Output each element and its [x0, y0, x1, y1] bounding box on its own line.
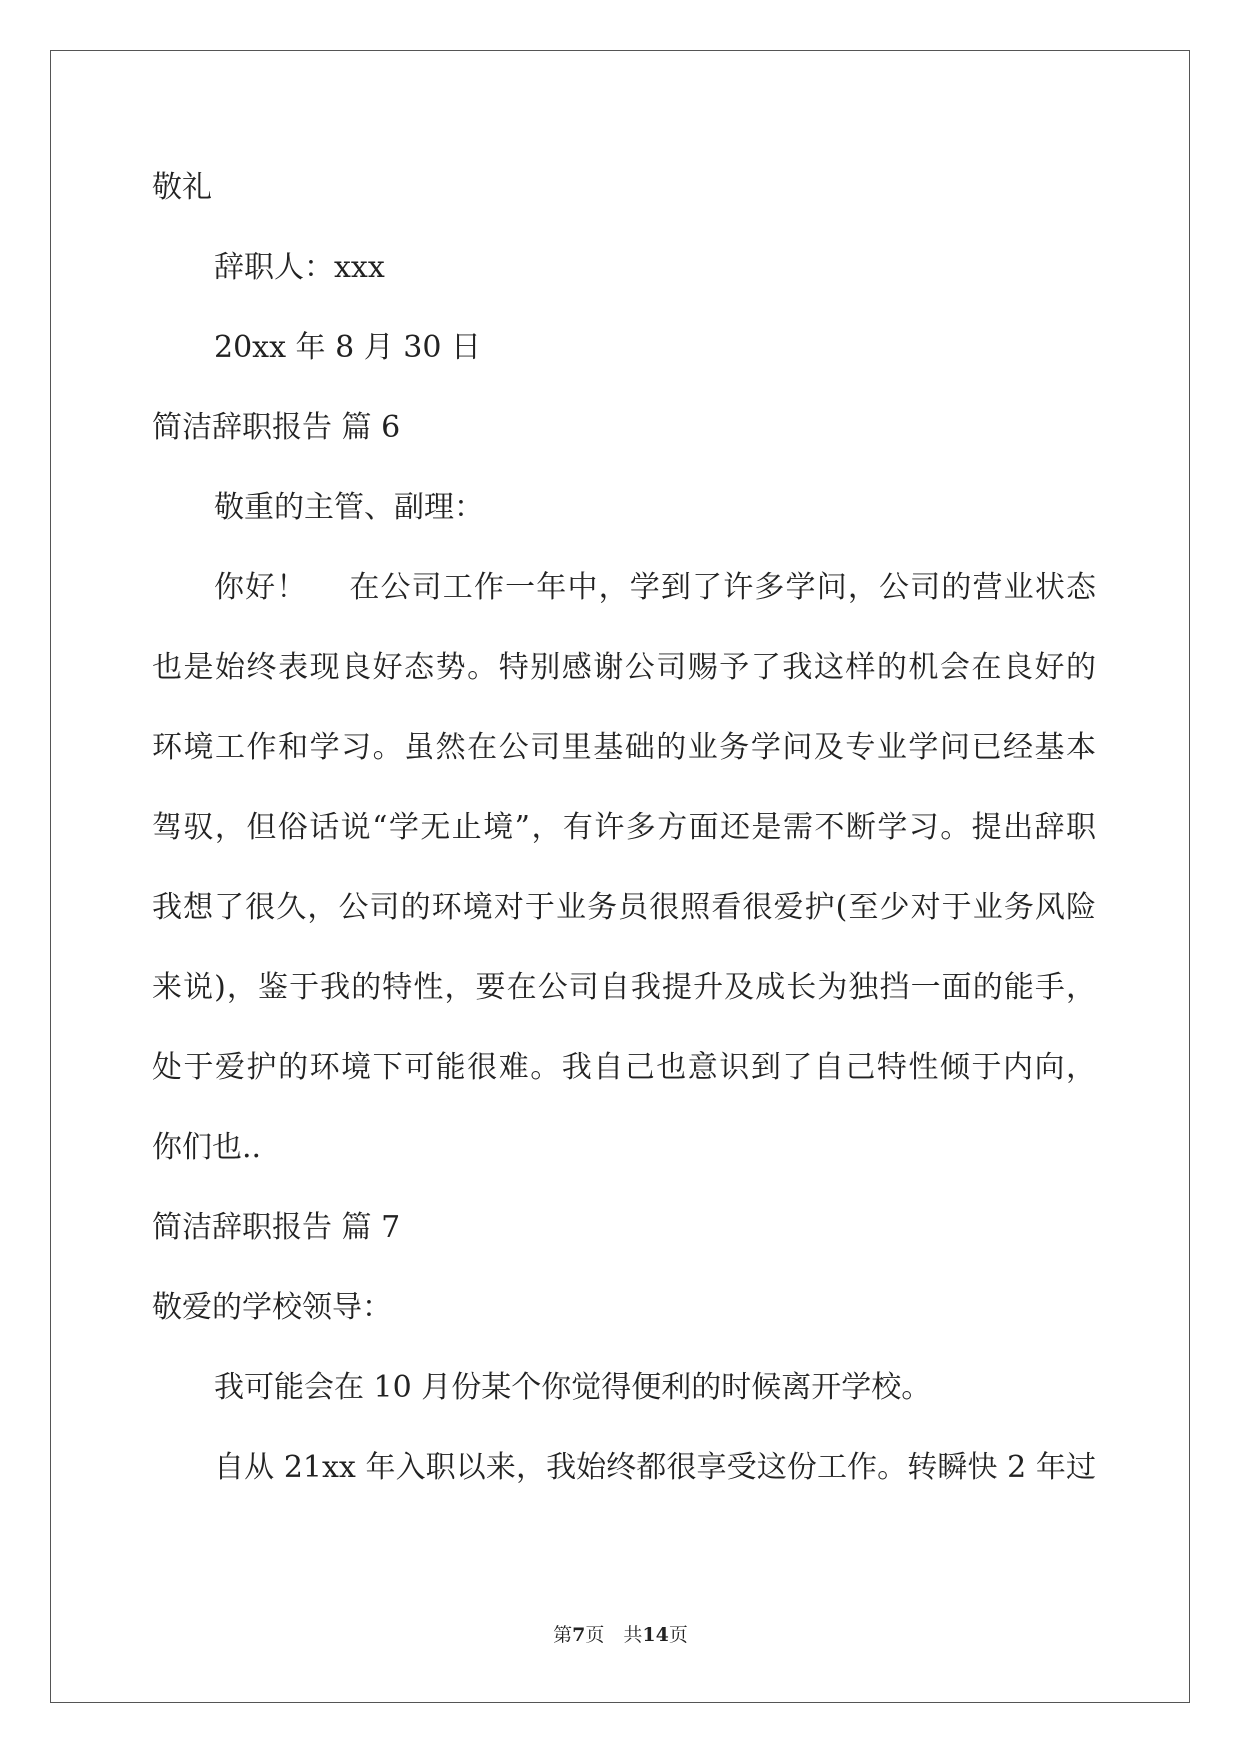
paragraph-line: 我可能会在 10 月份某个你觉得便利的时候离开学校。	[214, 1370, 932, 1405]
page-mid: 页 共	[585, 1624, 643, 1646]
page-number	[0, 1620, 1241, 1647]
date-line: 20xx 年 8 月 30 日	[214, 330, 481, 365]
paragraph-line: 环境工作和学习。虽然在公司里基础的业务学问及专业学问已经基本	[152, 730, 1096, 765]
paragraph-line: 来说)，鉴于我的特性，要在公司自我提升及成长为独挡一面的能手，	[152, 970, 1096, 1005]
paragraph-line: 也是始终表现良好态势。特别感谢公司赐予了我这样的机会在良好的	[152, 650, 1096, 685]
page-prefix: 第	[553, 1624, 573, 1646]
section-heading-7: 简洁辞职报告 篇 7	[152, 1210, 401, 1245]
closing-salutation: 敬礼	[152, 170, 212, 205]
greeting-6: 敬重的主管、副理：	[214, 490, 484, 525]
paragraph-line: 驾驭，但俗话说“学无止境”，有许多方面还是需不断学习。提出辞职	[152, 810, 1096, 845]
page-suffix: 页	[668, 1624, 688, 1646]
signer-line: 辞职人：xxx	[214, 250, 385, 285]
paragraph-line: 我想了很久，公司的环境对于业务员很照看很爱护(至少对于业务风险	[152, 890, 1096, 925]
page-current: 7	[572, 1624, 586, 1646]
paragraph-line: 处于爱护的环境下可能很难。我自己也意识到了自己特性倾于内向，	[152, 1050, 1096, 1085]
paragraph-line: 自从 21xx 年入职以来，我始终都很享受这份工作。转瞬快 2 年过	[214, 1450, 1096, 1485]
page-total: 14	[642, 1624, 669, 1646]
section-heading-6: 简洁辞职报告 篇 6	[152, 410, 401, 445]
paragraph-line: 你们也..	[152, 1130, 262, 1165]
greeting-7: 敬爱的学校领导：	[152, 1290, 392, 1325]
paragraph-line: 你好！ 在公司工作一年中，学到了许多学问，公司的营业状态	[214, 570, 1096, 605]
